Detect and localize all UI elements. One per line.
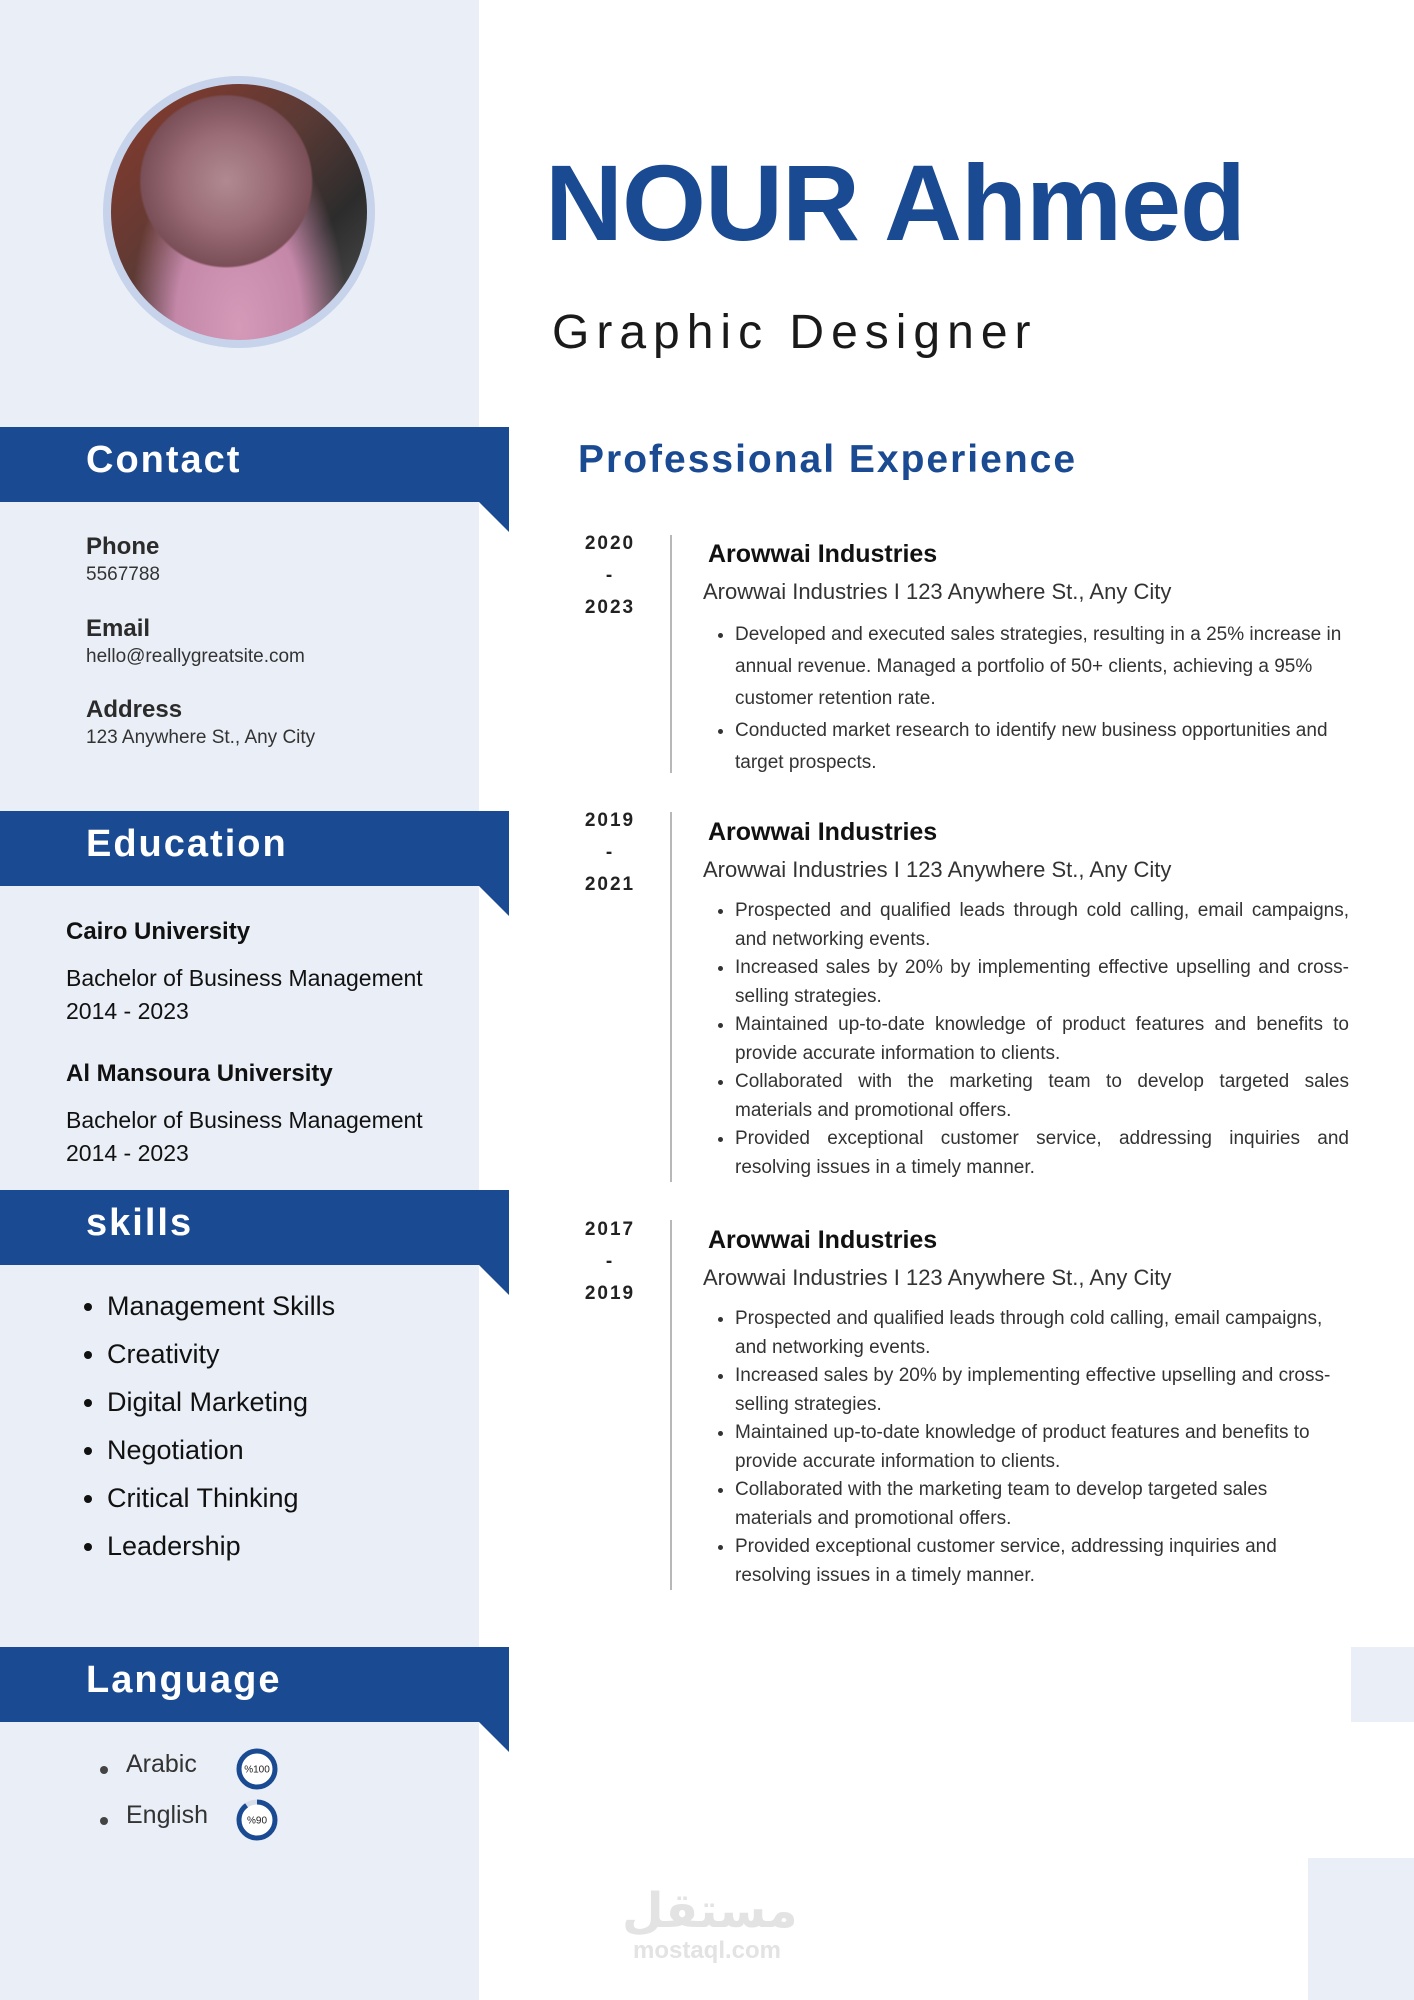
- skill-item: • Management Skills: [107, 1282, 335, 1330]
- contact-title: Contact: [86, 439, 242, 481]
- experience-years: [570, 528, 650, 624]
- contact-fold: [479, 502, 509, 532]
- year-end: 2019: [584, 1283, 636, 1304]
- job-bullet: • Prospected and qualified leads through cold calling, email campaigns, and networking events.: [735, 1305, 1349, 1362]
- skills-fold: [479, 1265, 509, 1295]
- watermark: [622, 1885, 798, 1966]
- job-bullets: [703, 1305, 1349, 1590]
- contact-phone: [86, 533, 160, 586]
- job-bullet: • Collaborated with the marketing team to develop targeted sales materials and promotional offers.: [735, 1068, 1349, 1125]
- job-bullet: • Developed and executed sales strategies, resulting in a 25% increase in annual revenue. Managed a portfolio of 50+ clients, achieving a 95% customer retention rate.: [735, 619, 1349, 715]
- language-name: English: [126, 1801, 208, 1829]
- education-years: 2014 - 2023: [66, 1140, 189, 1166]
- experience-entry: [703, 818, 1349, 1182]
- timeline-divider: [670, 812, 672, 1182]
- education-title: Education: [86, 823, 288, 865]
- skills-title: skills: [86, 1202, 194, 1244]
- job-title: Graphic Designer: [552, 306, 1038, 359]
- language-percent: %100: [244, 1764, 270, 1776]
- timeline-divider: [670, 1220, 672, 1590]
- decorative-block: [1308, 1858, 1414, 2000]
- contact-email-label: Email: [86, 615, 151, 642]
- job-bullet: • Increased sales by 20% by implementing effective upselling and cross-selling strategies.: [735, 1362, 1349, 1419]
- experience-entry: [703, 1226, 1349, 1590]
- contact-address-value: 123 Anywhere St., Any City: [86, 727, 316, 748]
- contact-address-label: Address: [86, 696, 183, 723]
- education-item: [66, 918, 476, 1028]
- contact-email: [86, 615, 305, 668]
- education-degree-name: Bachelor of Business Management: [66, 1107, 423, 1133]
- education-fold: [479, 886, 509, 916]
- job-bullet: • Provided exceptional customer service, addressing inquiries and resolving issues in a timely manner.: [735, 1533, 1349, 1590]
- candidate-name: NOUR Ahmed: [545, 142, 1246, 263]
- profile-photo-image: [111, 84, 367, 340]
- skill-item: • Critical Thinking: [107, 1474, 335, 1522]
- experience-title: Professional Experience: [578, 438, 1078, 481]
- job-company: Arowwai Industries: [708, 818, 938, 846]
- contact-header: [0, 427, 509, 502]
- year-end: 2023: [584, 597, 636, 618]
- language-fold: [479, 1722, 509, 1752]
- language-name: Arabic: [126, 1750, 197, 1778]
- timeline-divider: [670, 535, 672, 773]
- contact-phone-label: Phone: [86, 533, 160, 560]
- job-location: Arowwai Industries I 123 Anywhere St., Any City: [703, 579, 1172, 604]
- education-years: 2014 - 2023: [66, 998, 189, 1024]
- job-bullets: [703, 619, 1349, 779]
- education-degree: [66, 1104, 476, 1170]
- year-start: 2017: [584, 1219, 636, 1240]
- job-location: Arowwai Industries I 123 Anywhere St., Any City: [703, 857, 1172, 882]
- job-bullet: • Maintained up-to-date knowledge of product features and benefits to provide accurate information to clients.: [735, 1419, 1349, 1476]
- year-start: 2020: [584, 533, 636, 554]
- language-header: [0, 1647, 509, 1722]
- skills-list: [66, 1282, 335, 1570]
- year-end: 2021: [584, 874, 636, 895]
- skills-header: [0, 1190, 509, 1265]
- watermark-arabic: مستقل: [622, 1885, 798, 1938]
- education-school: Cairo University: [66, 918, 251, 945]
- skill-item: • Creativity: [107, 1330, 335, 1378]
- language-percent: %90: [246, 1815, 268, 1827]
- year-separator: -: [605, 1251, 615, 1272]
- job-bullet: • Increased sales by 20% by implementing effective upselling and cross-selling strategies.: [735, 954, 1349, 1011]
- job-bullet: • Provided exceptional customer service, addressing inquiries and resolving issues in a timely manner.: [735, 1125, 1349, 1182]
- job-company: Arowwai Industries: [708, 540, 938, 568]
- job-bullet: • Prospected and qualified leads through cold calling, email campaigns, and networking events.: [735, 897, 1349, 954]
- education-degree: [66, 962, 476, 1028]
- year-start: 2019: [584, 810, 636, 831]
- watermark-latin: mostaql.com: [632, 1937, 782, 1964]
- job-company: Arowwai Industries: [708, 1226, 938, 1254]
- education-school: Al Mansoura University: [66, 1060, 333, 1087]
- skill-item: • Negotiation: [107, 1426, 335, 1474]
- contact-email-value: hello@reallygreatsite.com: [86, 646, 305, 667]
- bullet-dot: [100, 1766, 108, 1774]
- education-header: [0, 811, 509, 886]
- language-title: Language: [86, 1659, 282, 1701]
- language-level-ring: [235, 1798, 279, 1842]
- skill-item: • Digital Marketing: [107, 1378, 335, 1426]
- decorative-block: [1351, 1647, 1414, 1722]
- job-bullet: • Maintained up-to-date knowledge of product features and benefits to provide accurate information to clients.: [735, 1011, 1349, 1068]
- job-bullet: • Collaborated with the marketing team to develop targeted sales materials and promotional offers.: [735, 1476, 1349, 1533]
- job-bullet: • Conducted market research to identify new business opportunities and target prospects.: [735, 715, 1349, 779]
- experience-years: [570, 805, 650, 901]
- education-degree-name: Bachelor of Business Management: [66, 965, 423, 991]
- job-bullets: [703, 897, 1349, 1182]
- skill-item: • Leadership: [107, 1522, 335, 1570]
- profile-photo: [103, 76, 375, 348]
- year-separator: -: [605, 842, 615, 863]
- bullet-dot: [100, 1817, 108, 1825]
- education-item: [66, 1060, 476, 1170]
- language-level-ring: [235, 1747, 279, 1791]
- experience-years: [570, 1214, 650, 1310]
- experience-entry: [703, 540, 1349, 779]
- job-location: Arowwai Industries I 123 Anywhere St., Any City: [703, 1265, 1172, 1290]
- year-separator: -: [605, 565, 615, 586]
- contact-address: [86, 696, 315, 749]
- contact-phone-value: 5567788: [86, 564, 160, 585]
